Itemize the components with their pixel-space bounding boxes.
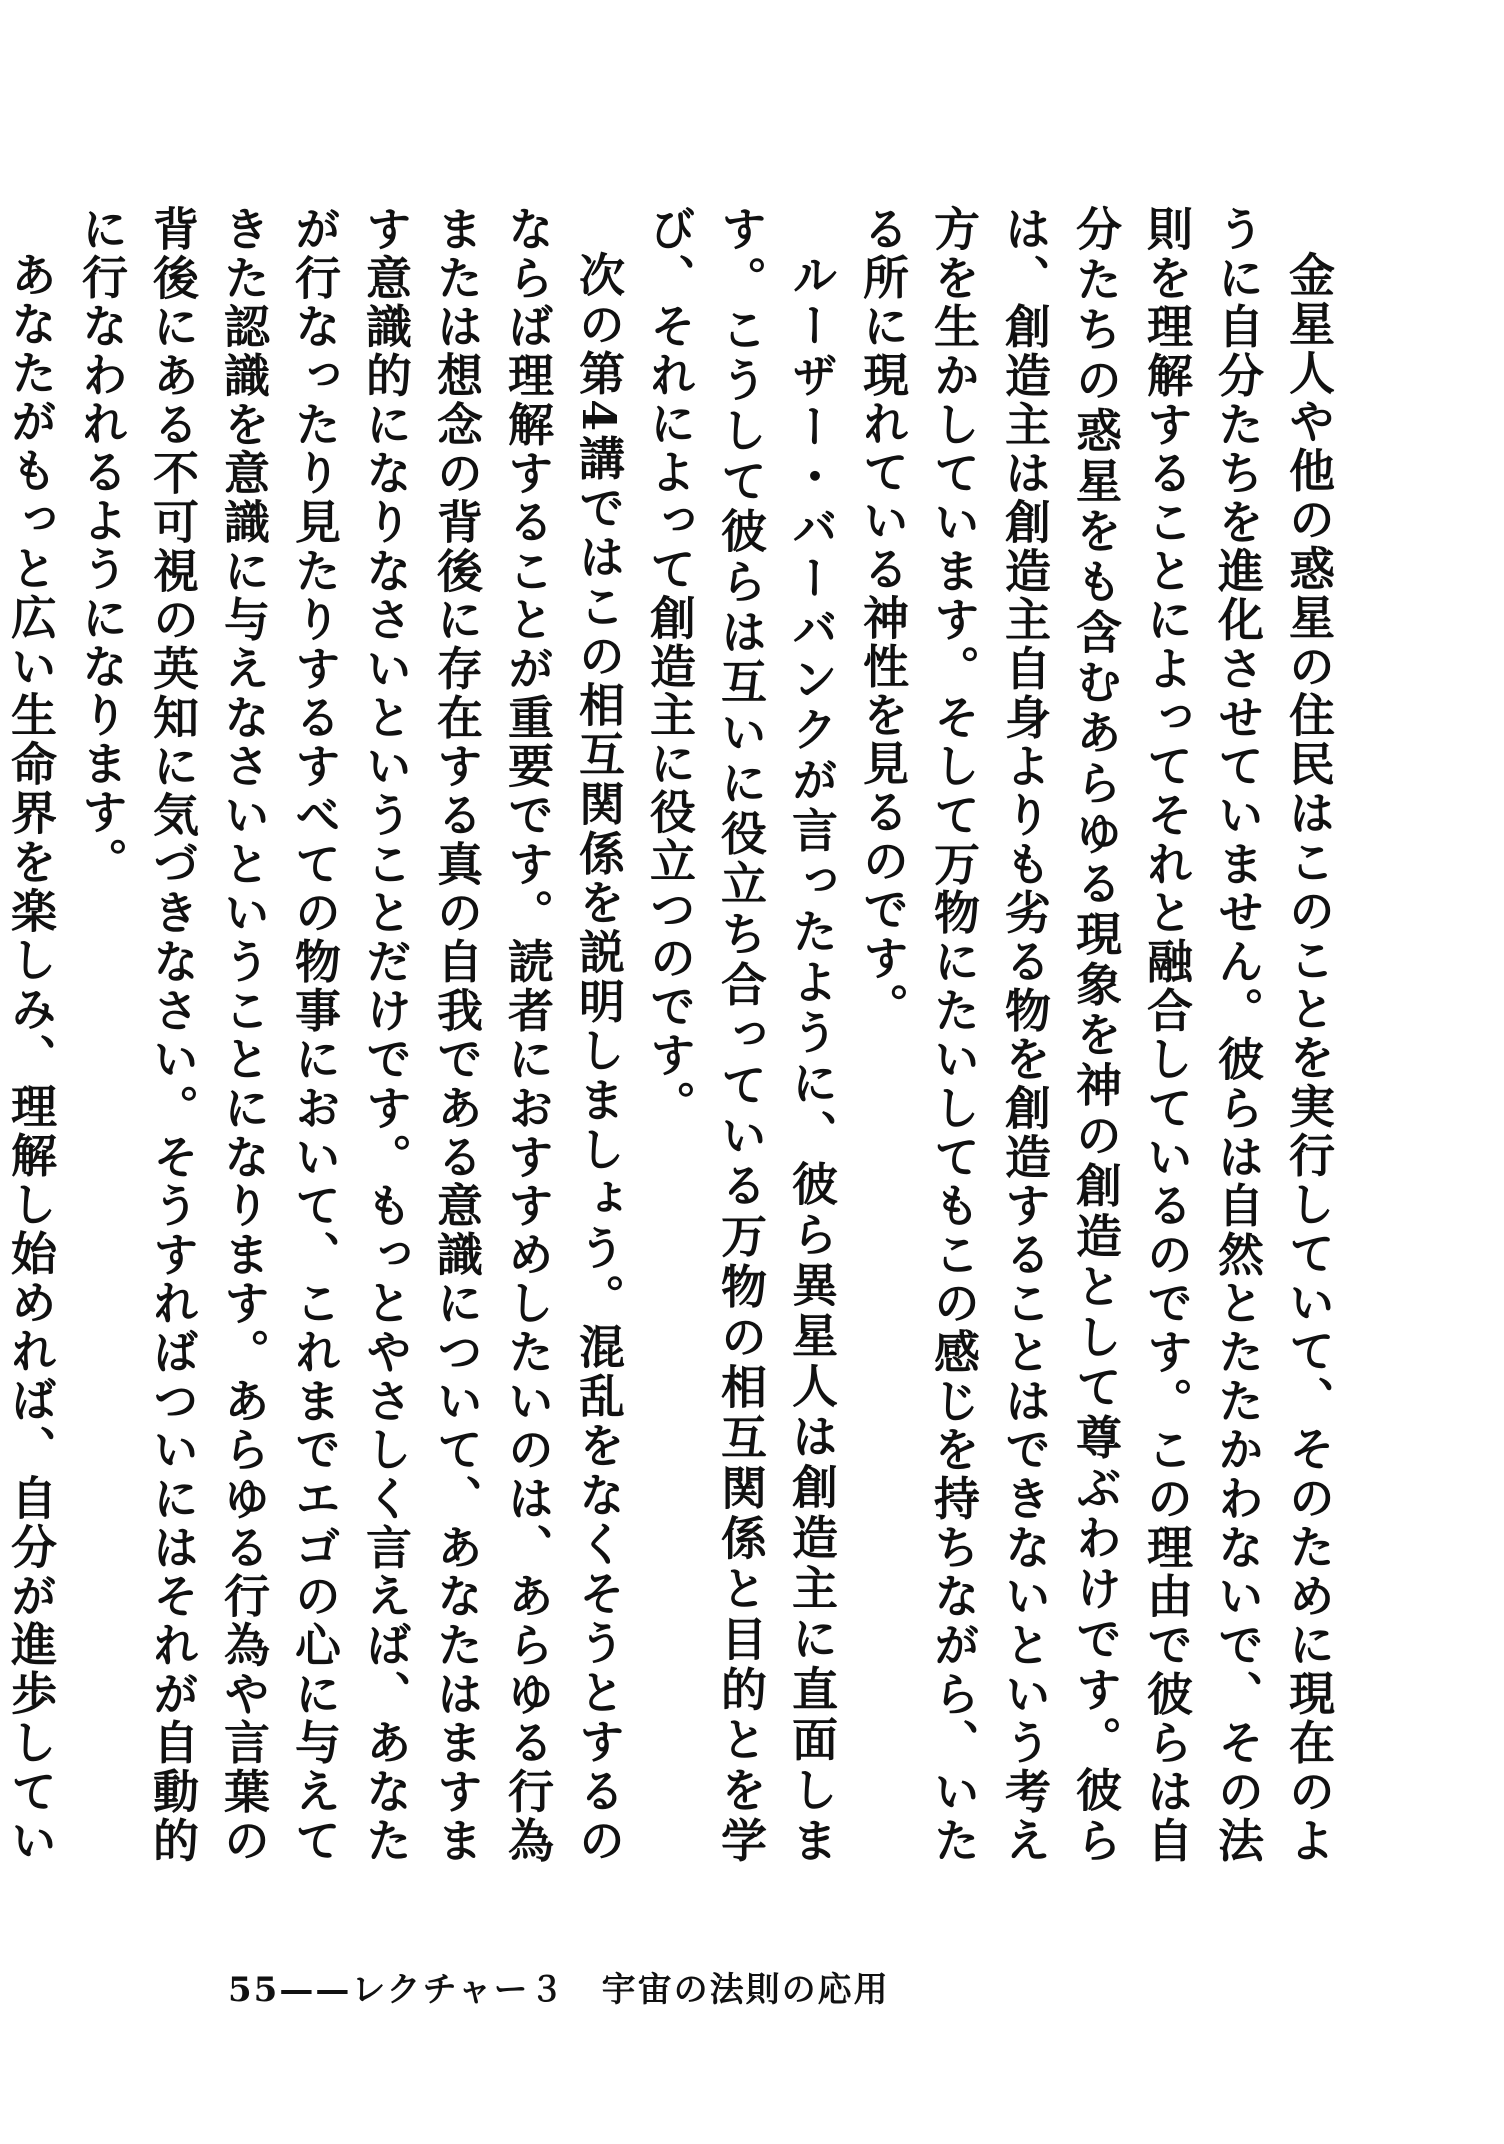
running-title: レクチャー３ 宇宙の法則の応用: [351, 1970, 890, 2010]
page-number: 55: [228, 1970, 280, 2010]
page-footer: [228, 1962, 890, 2011]
paragraph-2: ルーザー・バーバンクが言ったように、彼ら異星人は創造主に直面します。こうして彼らは互いに役立ち合っている万物の相互関係と目的とを学び、それによって創造主に役立つのです。: [643, 205, 839, 1865]
paragraph-4: あなたがもっと広い生命界を楽しみ、理解し始めれば、自分が進歩してい: [4, 251, 58, 1865]
paragraph-1: 金星人や他の惑星の住民はこのことを実行していて、そのために現在のように自分たちを進化させていません。彼らは自然とたたかわないで、その法則を理解することによってそれと融合しているのです。この理由で彼らは自分たちの惑星をも含むあらゆる現象を神の創造として尊ぶわけです。彼らは、創造主は創造主自身よりも劣る物を創造することはできないという考え方を生かしています。そして万物にたいしてもこの感じを持ちながら、いたる所に現れている神性を見るのです。: [856, 205, 1336, 1865]
paragraph-3: 次の第4講ではこの相互関係を説明しましょう。混乱をなくそうとするのならば理解することが重要です。読者におすすめしたいのは、あらゆる行為または想念の背後に存在する真の自我である意識について、あなたはますます意識的になりなさいということだけです。もっとやさしく言えば、あなたが行なったり見たりするすべての物事において、これまでエゴの心に与えてきた認識を意識に与えなさいということになります。あらゆる行為や言葉の背後にある不可視の英知に気づきなさい。そうすればついにはそれが自動的に行なわれるようになります。: [75, 205, 626, 1865]
footer-separator: ——: [279, 1970, 352, 2010]
vertical-body-text: [0, 205, 1344, 1865]
